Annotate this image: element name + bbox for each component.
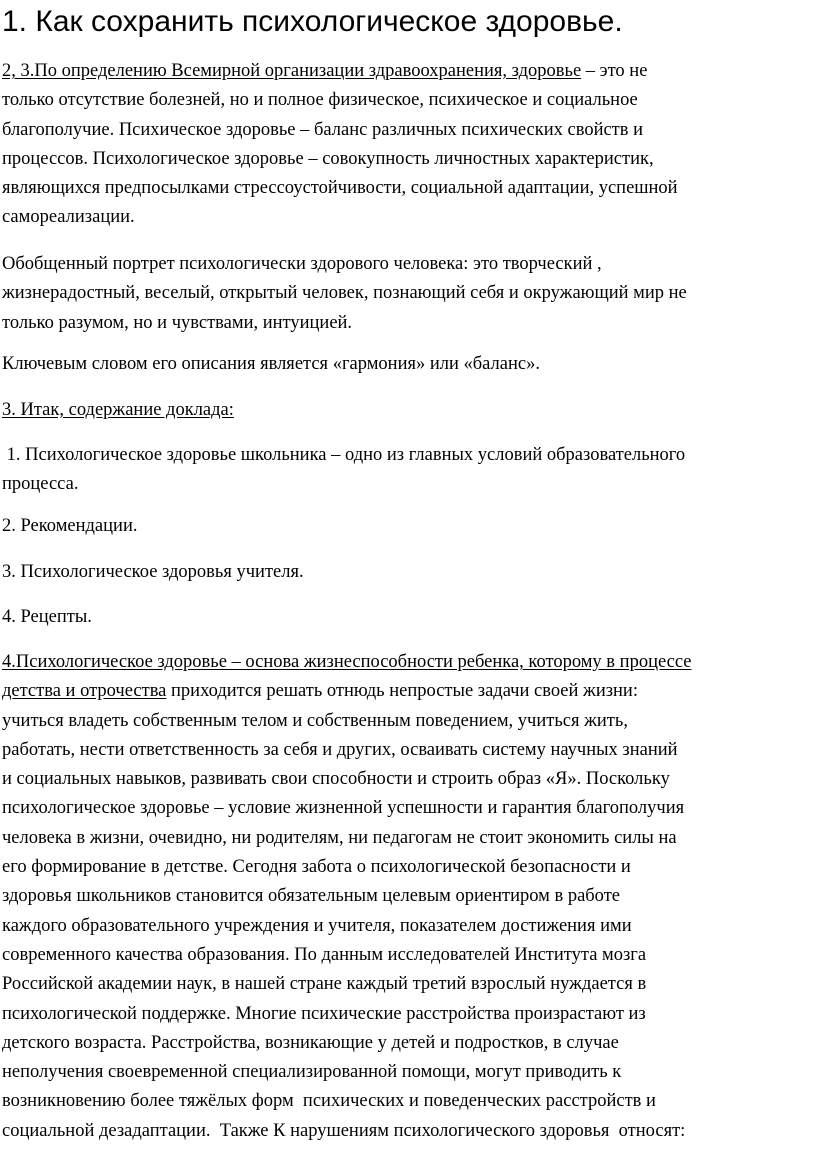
- document-title: 1. Как сохранить психологическое здоровье.: [2, 5, 623, 38]
- text-line: являющихся предпосылками стрессоустойчивости, социальной адаптации, успешной: [2, 178, 678, 199]
- text-line: 1. Психологическое здоровье школьника – одно из главных условий образовательного: [2, 445, 686, 465]
- text-line: работать, нести ответственность за себя и других, осваивать систему научных знаний: [2, 739, 678, 760]
- text-line: Российской академии наук, в нашей стране каждый третий взрослый нуждается в: [2, 974, 647, 995]
- text-line: неполучения своевременной специализированной помощи, могут приводить к: [2, 1062, 622, 1083]
- text-line: человека в жизни, очевидно, ни родителям, ни педагогам не стоит экономить силы на: [2, 827, 677, 848]
- text-line: [2, 648, 814, 677]
- text-line: 2. Рекомендации.: [2, 516, 138, 536]
- paragraph-keyword: [2, 350, 814, 379]
- text-segment: – это не: [581, 61, 648, 81]
- text-line: психологическое здоровье – условие жизненной успешности и гарантия благополучия: [2, 798, 685, 819]
- text-segment: приходится решать отнюдь непростые задачи своей жизни:: [166, 681, 638, 702]
- text-line: социальной дезадаптации. Также К нарушениям психологического здоровья относят:: [2, 1120, 686, 1141]
- text-line: каждого образовательного учреждения и учителя, показателем достижения ими: [2, 915, 632, 936]
- text-line: современного качества образования. По данным исследователей Института мозга: [2, 944, 647, 965]
- text-line: учиться владеть собственным телом и собственным поведением, учиться жить,: [2, 710, 628, 731]
- text-line: 4. Рецепты.: [2, 607, 92, 627]
- text-line: его формирование в детстве. Сегодня забота о психологической безопасности и: [2, 857, 631, 878]
- list-item-4: [2, 603, 814, 632]
- text-line: Ключевым словом его описания является «гармония» или «баланс».: [2, 354, 540, 374]
- paragraph-psychological-health: [2, 648, 814, 1146]
- paragraph-report-contents: [2, 396, 814, 425]
- text-line: здоровья школьников становится обязательным целевым ориентиром в работе: [2, 886, 620, 907]
- text-line: жизнерадостный, веселый, открытый человек, познающий себя и окружающий мир не: [2, 283, 687, 304]
- text-line: психологической поддержке. Многие психические расстройства произрастают из: [2, 1003, 646, 1024]
- paragraph-portrait: [2, 250, 814, 338]
- section-heading: 3. Итак, содержание доклада:: [2, 400, 234, 420]
- list-item-1: [2, 441, 814, 500]
- text-line: и социальных навыков, развивать свои способности и строить образ «Я». Поскольку: [2, 769, 670, 790]
- text-line: [2, 57, 814, 86]
- text-line: самореализации.: [2, 207, 135, 228]
- text-line: детского возраста. Расстройства, возникающие у детей и подростков, в случае: [2, 1032, 619, 1053]
- underlined-heading: 2, 3.По определению Всемирной организации здравоохранения, здоровье: [2, 61, 582, 81]
- underlined-heading: детства и отрочества: [2, 681, 167, 702]
- text-line: процессов. Психологическое здоровье – совокупность личностных характеристик,: [2, 148, 654, 169]
- text-line: [2, 677, 814, 706]
- text-line: Обобщенный портрет психологически здорового человека: это творческий ,: [2, 254, 602, 274]
- list-item-3: [2, 558, 814, 587]
- text-line: возникновению более тяжёлых форм психических и поведенческих расстройств и: [2, 1091, 656, 1112]
- underlined-heading: 4.Психологическое здоровье – основа жизнеспособности ребенка, которому в процессе: [2, 652, 692, 672]
- paragraph-who-definition: [2, 57, 814, 233]
- text-line: процесса.: [2, 474, 79, 495]
- text-line: только разумом, но и чувствами, интуицией.: [2, 312, 353, 333]
- text-line: 3. Психологическое здоровья учителя.: [2, 562, 304, 582]
- text-line: только отсутствие болезней, но и полное физическое, психическое и социальное: [2, 90, 638, 111]
- list-item-2: [2, 512, 814, 541]
- text-line: благополучие. Психическое здоровье – баланс различных психических свойств и: [2, 119, 644, 140]
